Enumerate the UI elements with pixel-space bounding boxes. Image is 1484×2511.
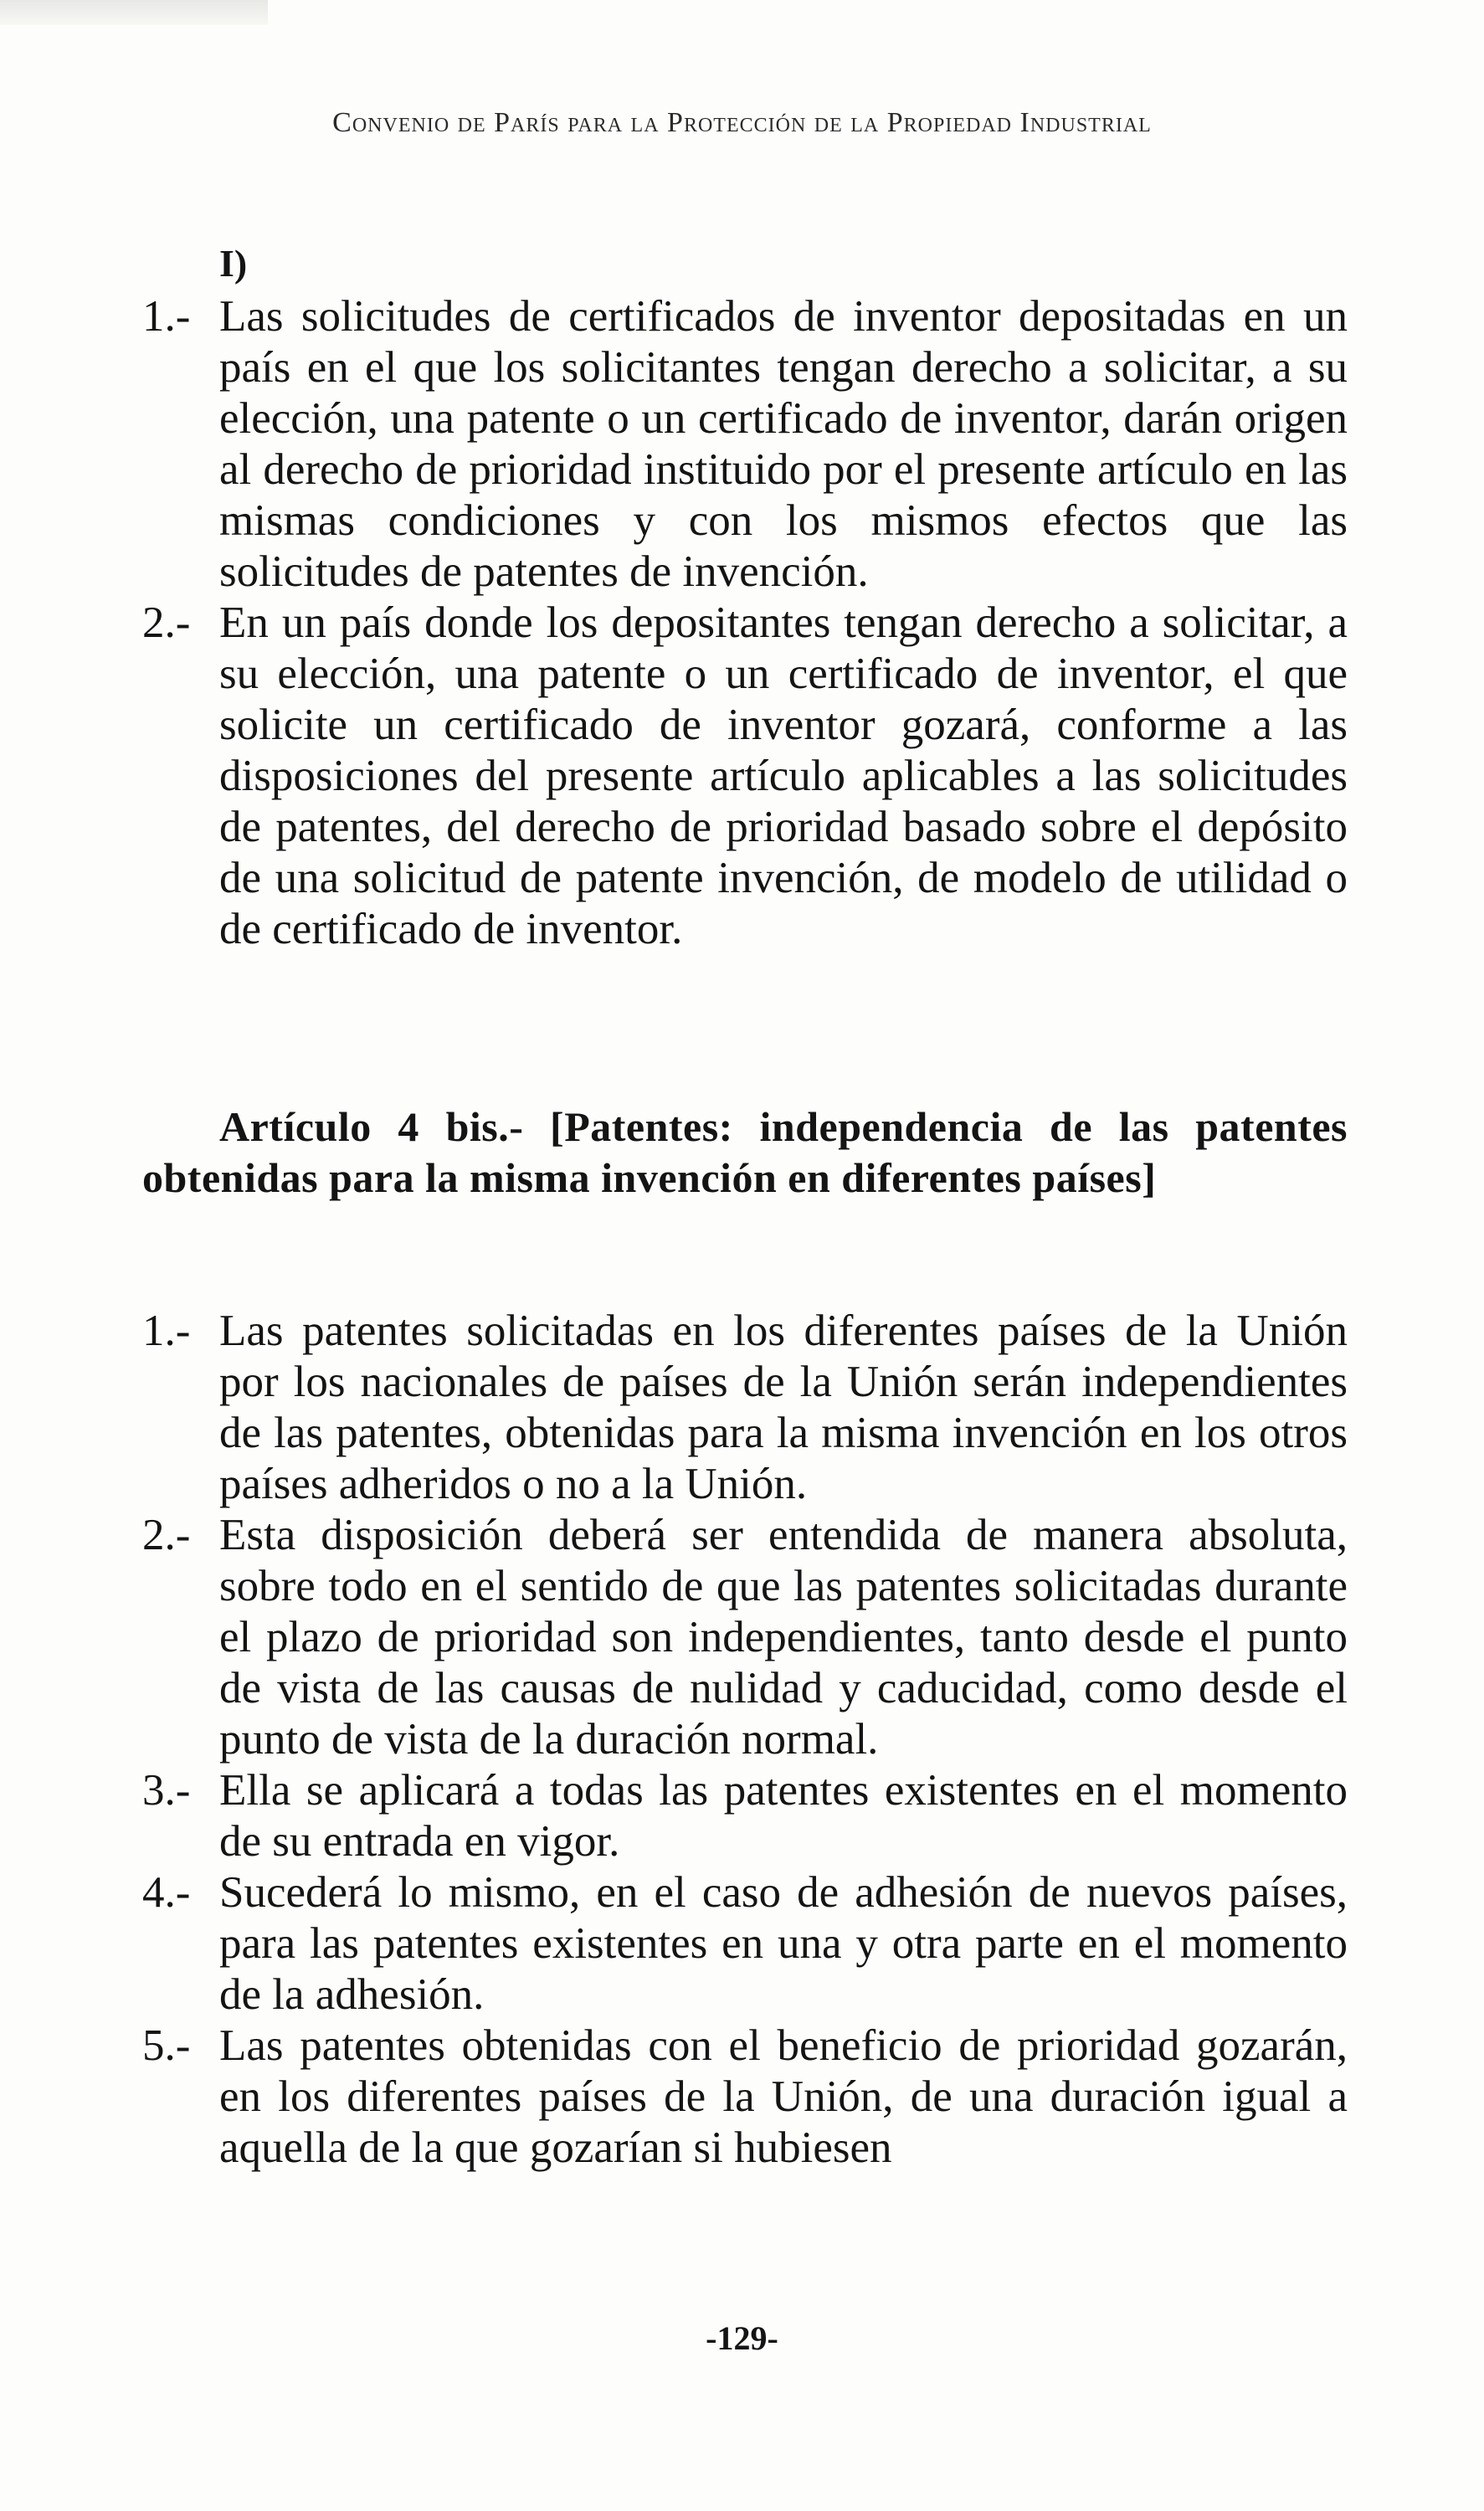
- item-text: Esta disposición deberá ser entendida de manera absoluta, sobre todo en el sentido de que las patentes solicitadas durante el plazo de prioridad son independientes, tanto desde el punto de vista de las causas de nulidad y caducidad, como desde el punto de vista de la duración normal.: [219, 1511, 1348, 1764]
- article-heading: Artículo 4 bis.- [Patentes: independencia de las patentes obtenidas para la misma invención en diferentes países]: [142, 1103, 1348, 1201]
- section-list: [142, 291, 1348, 955]
- item-text: Las patentes solicitadas en los diferentes países de la Unión por los nacionales de países de la Unión serán independientes de las patentes, obtenidas para la misma invención en los otros países adheridos o no a la Unión.: [219, 1307, 1348, 1508]
- scan-edge-shadow: [0, 0, 268, 25]
- item-number: 1.-: [142, 292, 191, 341]
- item-text: Sucederá lo mismo, en el caso de adhesión de nuevos países, para las patentes existentes en una y otra parte en el momento de la adhesión.: [219, 1868, 1348, 2019]
- list-item: [142, 1510, 1348, 1765]
- list-item: [142, 598, 1348, 955]
- list-item: [142, 2021, 1348, 2174]
- item-text: En un país donde los depositantes tengan derecho a solicitar, a su elección, una patente o un certificado de inventor, el que solicite un certificado de inventor gozará, conforme a las disposiciones del presente artículo aplicables a las solicitudes de patentes, del derecho de prioridad basado sobre el depósito de una solicitud de patente invención, de modelo de utilidad o de certificado de inventor.: [219, 598, 1348, 953]
- article-list: [142, 1306, 1348, 2174]
- item-number: 4.-: [142, 1868, 191, 1917]
- item-number: 2.-: [142, 1511, 191, 1559]
- item-text: Las solicitudes de certificados de inventor depositadas en un país en el que los solicitantes tengan derecho a solicitar, a su elección, una patente o un certificado de inventor, darán origen al derecho de prioridad instituido por el presente artículo en las mismas condiciones y con los mismos efectos que las solicitudes de patentes de invención.: [219, 292, 1348, 596]
- page-number: -129-: [706, 2319, 778, 2357]
- section-letter: I): [219, 242, 248, 285]
- item-number: 5.-: [142, 2021, 191, 2070]
- item-number: 1.-: [142, 1307, 191, 1355]
- item-text: Las patentes obtenidas con el beneficio de prioridad gozarán, en los diferentes países de la Unión, de una duración igual a aquella de la que gozarían si hubiesen: [219, 2021, 1348, 2172]
- item-number: 3.-: [142, 1766, 191, 1815]
- list-item: [142, 1867, 1348, 2021]
- item-number: 2.-: [142, 598, 191, 647]
- list-item: [142, 291, 1348, 598]
- running-header: Convenio de París para la Protección de la Propiedad Industrial: [332, 107, 1152, 138]
- item-text: Ella se aplicará a todas las patentes existentes en el momento de su entrada en vigor.: [219, 1766, 1348, 1866]
- list-item: [142, 1306, 1348, 1510]
- list-item: [142, 1765, 1348, 1867]
